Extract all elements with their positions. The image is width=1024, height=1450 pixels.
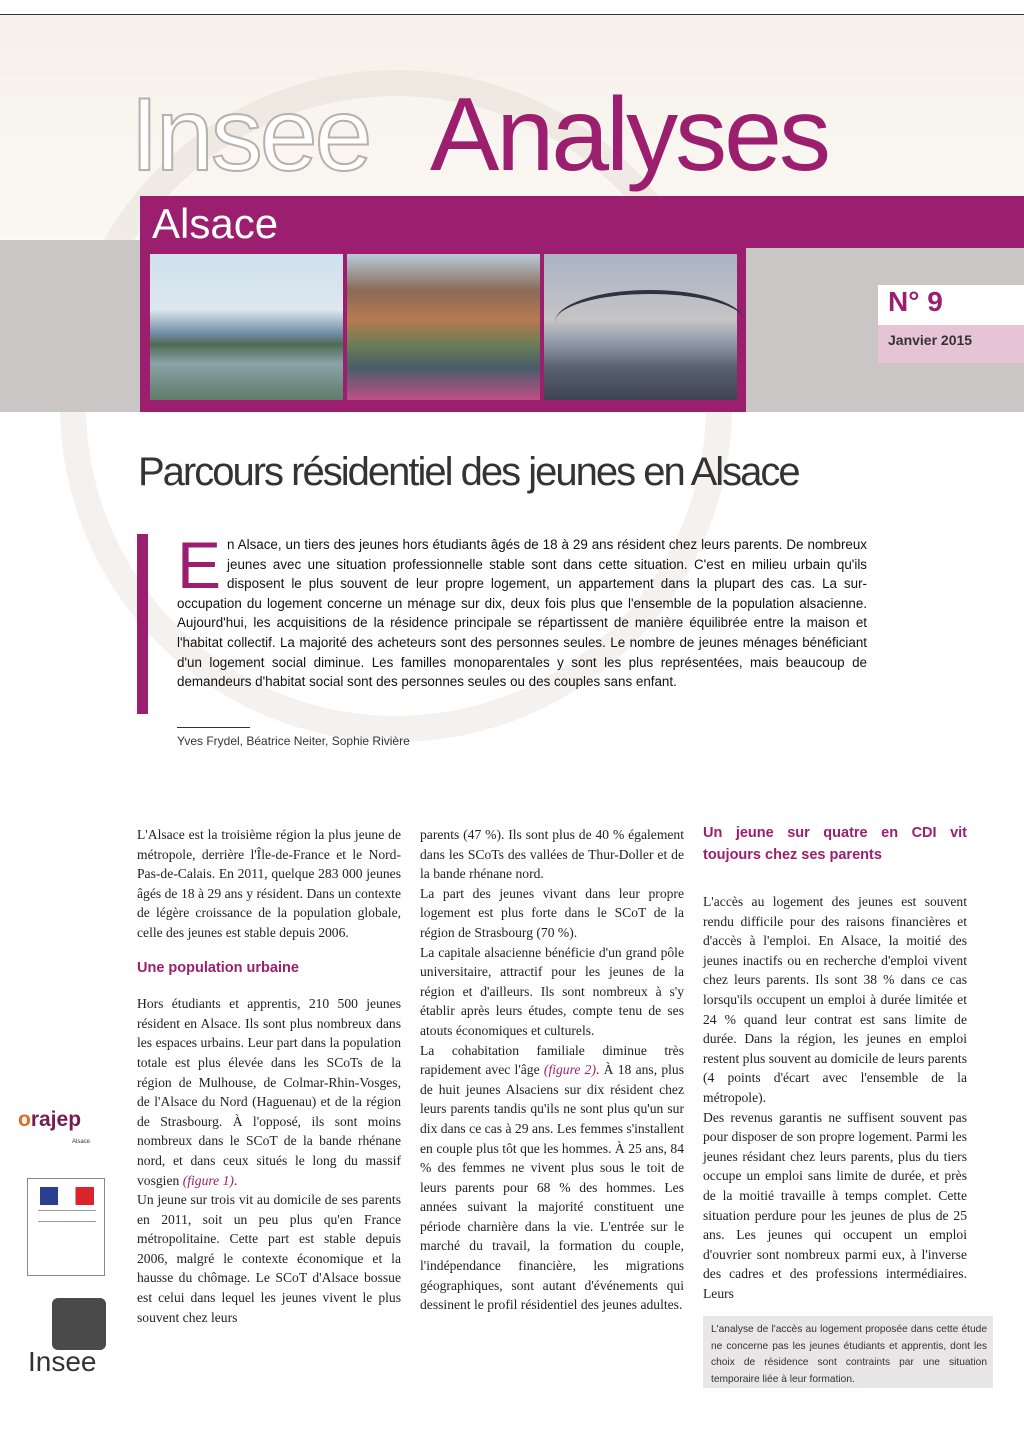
authors: Yves Frydel, Béatrice Neiter, Sophie Rivière xyxy=(177,734,410,748)
paragraph: L'Alsace est la troisième région la plus jeune de métropole, derrière l'Île-de-France et le Nord-Pas-de-Calais. En 2011, quelque 283 000 jeunes âgés de 18 à 29 ans y résident. Dans un contexte de légère croissance de la population globale, celle des jeunes est stable depuis 2006. xyxy=(137,827,401,940)
prefecture-logo-lines xyxy=(38,1210,96,1222)
issue-number: N° 9 xyxy=(888,286,943,317)
photo-colmar-canal xyxy=(347,254,540,400)
paragraph xyxy=(420,1041,684,1315)
paragraph: parents (47 %). Ils sont plus de 40 % également dans les SCoTs des vallées de Thur-Doller et de la bande rhénane nord. xyxy=(420,827,684,882)
insee-logo: Insee xyxy=(28,1346,97,1377)
paragraph-text: . xyxy=(233,1172,238,1188)
orajep-logo-text: rajep xyxy=(30,1108,82,1131)
section-heading: Une population urbaine xyxy=(137,959,299,976)
orajep-subtitle: Alsace xyxy=(72,1139,91,1145)
author-rule xyxy=(177,727,250,728)
paragraph: L'accès au logement des jeunes est souvent rendu difficile pour des raisons financières et d'accès à l'emploi. En Alsace, la moitié des jeunes inactifs ou en recherche d'emploi vivent chez leurs parents. Ils sont 38 % dans ce cas lorsqu'ils occupent un emploi à durée limitée et 24 % quand leur contrat est sans limite de durée. Dans la région, les jeunes en emploi restent plus souvent au domicile de leurs parents (4 points d'écart avec l'ensemble de la métropole). xyxy=(703,894,967,1105)
region-name: Alsace xyxy=(152,200,279,247)
paragraph-text: Hors étudiants et apprentis, 210 500 jeunes résident en Alsace. Ils sont plus nombreux dans les espaces urbains. Leur part dans la population totale est plus élevée dans les SCoTs de la région de Mulhouse, de Colmar-Rhin-Vosges, de l'Alsace du Nord (Haguenau) et de la région de Strasbourg. À l'opposé, ils sont moins nombreux dans le SCoT de la bande rhénane nord, et dans ceux situés le long du massif vosgien xyxy=(137,996,401,1188)
figure-link[interactable]: (figure 2) xyxy=(543,1062,596,1078)
lead-dropcap: E xyxy=(177,528,222,602)
lead-accent-bar xyxy=(137,534,148,714)
paragraph: Un jeune sur trois vit au domicile de ses parents en 2011, soit un peu plus qu'en France métropolitaine. Cette part est stable depuis 2006, malgré le contexte économique et la hausse du chômage. Le SCoT d'Alsace bossue est celui dans lequel les jeunes vivent le plus souvent chez leurs xyxy=(137,1192,401,1325)
column-1 xyxy=(137,825,401,1327)
paragraph xyxy=(137,994,401,1190)
lead-text: n Alsace, un tiers des jeunes hors étudiants âgés de 18 à 29 ans résident chez leurs parents. De nombreux jeunes avec une situation professionnelle stable sont dans cette situation. C'est en milieu urbain qu'ils disposent le plus souvent de leur propre logement, un appartement dans la plupart des cas. La sur-occupation du logement concerne un ménage sur dix, deux fois plus que l'ensemble de la population alsacienne. Aujourd'hui, les acquisitions de la résidence principale se répartissent de manière équilibrée entre la maison et l'habitat collectif. La majorité des acheteurs sont des personnes seules. Le nombre de jeunes ménages bénéficiant d'un logement social diminue. Les familles monoparentales y sont les plus représentées, mais beaucoup de demandeurs d'habitat social sont des personnes seules ou des couples sans enfant. xyxy=(177,537,867,690)
insee-mark-icon xyxy=(52,1298,106,1350)
brand-analyses: Analyses xyxy=(430,77,828,193)
french-flag-icon xyxy=(40,1187,94,1205)
column-3 xyxy=(703,822,967,1303)
article-title: Parcours résidentiel des jeunes en Alsace xyxy=(138,450,799,494)
issue-date: Janvier 2015 xyxy=(888,332,973,348)
methodology-note: L'analyse de l'accès au logement proposée dans cette étude ne concerne pas les jeunes étudiants et apprentis, dont les choix de résidence sont contraints par une situation temporaire liée à leur formation. xyxy=(711,1324,987,1385)
brand-insee: Insee xyxy=(130,77,370,193)
paragraph-text: . À 18 ans, plus de huit jeunes Alsaciens sur dix résident chez leurs parents tandis qu'ils ne sont plus qu'un sur dix dans ce cas à 29 ans. Les femmes s'installent en couple plus tôt que les hommes. À 25 ans, 84 % des femmes ne vivent plus sous le toit de leurs parents pour 68 % des hommes. Les années suivant la majorité constituent une période charnière dans la vie. L'entrée sur le marché du travail, la formation du couple, l'indépendance financière, les migrations géographiques, sont autant d'événements qui dessinent le profil résidentiel des jeunes adultes. xyxy=(420,1062,685,1313)
paragraph: La part des jeunes vivant dans leur propre logement est plus forte dans le SCoT de la région de Strasbourg (70 %). xyxy=(420,885,684,940)
paragraph: La capitale alsacienne bénéficie d'un grand pôle universitaire, attractif pour les jeunes de la région et d'ailleurs. Ils sont nombreux à s'y établir après leurs études, compte tenu de ses atouts économiques et culturels. xyxy=(420,944,684,1038)
section-heading: Un jeune sur quatre en CDI vit toujours chez ses parents xyxy=(703,825,967,863)
figure-link[interactable]: (figure 1) xyxy=(182,1172,234,1188)
bridge-arc-shape xyxy=(555,290,745,354)
column-2 xyxy=(420,825,684,1315)
photo-european-parliament xyxy=(150,254,343,400)
paragraph: Des revenus garantis ne suffisent souvent pas pour disposer de son propre logement. Parmi les jeunes résidant chez leurs parents, plus du tiers occupe un emploi sans limite de durée, et près de la moitié travaille à temps complet. Cette situation perdure pour les jeunes de plus de 25 ans. Les jeunes qui occupent un emploi d'ouvrier sont nombreux parmi eux, à l'inverse des cadres et des professions intermédiaires. Leurs xyxy=(703,1109,967,1301)
lead-paragraph xyxy=(177,528,867,692)
orajep-logo-o: o xyxy=(18,1108,31,1131)
orajep-logo xyxy=(18,1108,81,1132)
paragraph-text: La cohabitation familiale diminue très rapidement avec l'âge xyxy=(420,1042,684,1078)
